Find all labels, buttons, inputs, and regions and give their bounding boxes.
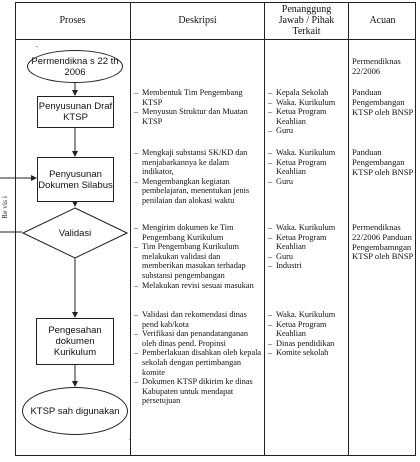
penanggung-item: – Komite sekolah (268, 348, 348, 358)
penanggung-item: – Ketua Program Keahlian (268, 107, 348, 126)
deskripsi-item: – Menyusun Struktur dan Muatan KTSP (134, 107, 262, 126)
scan-dot: . (129, 433, 131, 442)
header-deskripsi: Deskripsi (178, 15, 217, 26)
deskripsi-item: – Mengkaji substansi SK/KD dan menjabarkannya ke dalam indikator, (134, 148, 262, 177)
penanggung-item: – Dinas pendidikan (268, 339, 348, 349)
header-penanggung-jawab: Penanggung Jawab / Pihak Terkait (278, 4, 335, 37)
deskripsi-item: – Mengembangkan kegiatan pembelajaran, menentukan jenis penilaian dan alokasi waktu (134, 177, 262, 206)
deskripsi-cell (134, 310, 262, 406)
penanggung-list (268, 310, 348, 358)
acuan-cell: Panduan Pengembangan KTSP oleh BNSP (352, 87, 414, 117)
start-terminator: Permendikna s 22 th 2006 (27, 50, 123, 83)
penanggung-item: – Guru (268, 126, 348, 136)
penanggung-list (268, 223, 348, 271)
end-terminator: KTSP sah digunakan (22, 387, 128, 435)
deskripsi-cell (134, 88, 262, 126)
deskripsi-item: – Tim Pengembang Kurikulum melakukan validasi dan memberikan masukan terhadap substansi pengembangan (134, 242, 262, 280)
deskripsi-item: – Membentuk Tim Pengembang KTSP (134, 88, 262, 107)
header-acuan: Acuan (369, 15, 396, 26)
header-proses: Proses (59, 15, 86, 26)
acuan-cell: Permendiknas 22/2006 (352, 56, 401, 76)
penanggung-cell (268, 88, 348, 136)
penanggung-list (268, 148, 348, 186)
deskripsi-item: – Validasi dan rekomendasi dinas pend kab/kota (134, 310, 262, 329)
process-penyusunan-draf: Penyusunan Draf KTSP (37, 96, 114, 128)
penanggung-list (268, 88, 348, 136)
deskripsi-list (134, 310, 262, 406)
deskripsi-cell (134, 223, 262, 290)
deskripsi-list (134, 148, 262, 206)
penanggung-cell (268, 148, 348, 186)
deskripsi-item: – Mengirim dokumen ke Tim Pengembang Kurikulum (134, 223, 262, 242)
penanggung-item: – Ketua Program Keahlian (268, 158, 348, 177)
penanggung-item: – Waka. Kurikulum (268, 148, 348, 158)
process-penyusunan-silabus: Penyusunan Dokumen Silabus (37, 157, 114, 202)
penanggung-item: – Kepala Sekolah (268, 88, 348, 98)
deskripsi-list (134, 223, 262, 290)
revisi-label: Re vis i (0, 196, 9, 219)
penanggung-item: – Waka. Kurikulum (268, 310, 348, 320)
deskripsi-cell (134, 148, 262, 206)
penanggung-item: – Ketua Program Keahlian (268, 233, 348, 252)
deskripsi-item: – Dokumen KTSP dikirim ke dinas Kabupaten untuk mendapat persetujuan (134, 377, 262, 406)
deskripsi-item: – Melakukan revisi sesuai masukan (134, 281, 262, 291)
penanggung-item: – Waka. Kurikulum (268, 223, 348, 233)
penanggung-cell (268, 310, 348, 358)
acuan-cell: Panduan Pengembangan KTSP oleh BNSP (352, 147, 414, 177)
scan-dot: . (36, 40, 38, 49)
deskripsi-list (134, 88, 262, 126)
deskripsi-item: – Pemberlakuan disahkan oleh kepala sekolah dengan pertimbangan komite (134, 348, 262, 377)
penanggung-item: – Industri (268, 261, 348, 271)
penanggung-cell (268, 223, 348, 271)
penanggung-item: – Guru (268, 252, 348, 262)
process-pengesahan: Pengesahan dokumen Kurikulum (36, 318, 114, 365)
penanggung-item: – Waka. Kurikulum (268, 98, 348, 108)
decision-label: Validasi (58, 227, 92, 239)
penanggung-item: – Ketua Program Keahlian (268, 320, 348, 339)
deskripsi-item: – Verifikasi dan penandatanganan oleh dinas pend. Propinsi (134, 329, 262, 348)
acuan-cell: Permendiknas 22/2006 Panduan Pengembamngan KTSP oleh BNSP (352, 222, 414, 262)
penanggung-item: – Guru (268, 177, 348, 187)
